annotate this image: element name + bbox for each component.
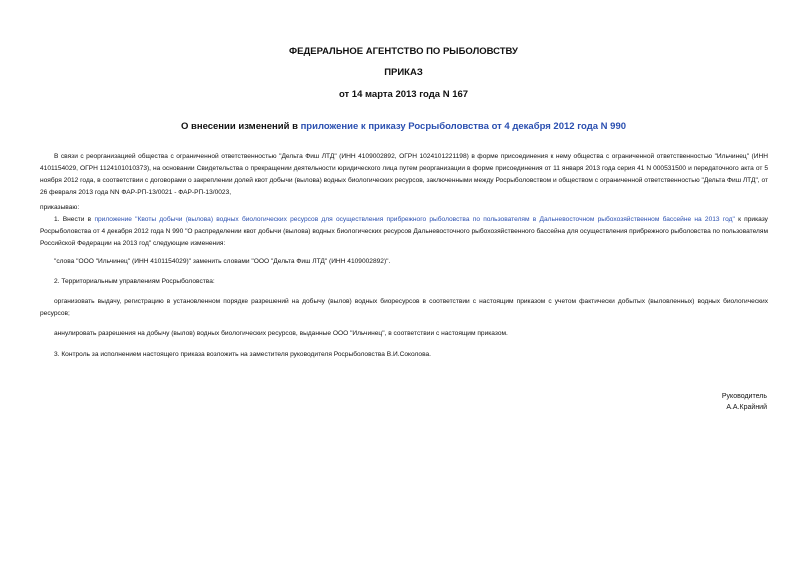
order-word: приказываю:	[40, 204, 80, 211]
paragraph-2-b: аннулировать разрешения на добычу (вылов) водных биологических ресурсов, выданные ООО "Ильчинец", в соответствии с настоящим приказом.	[54, 330, 508, 337]
preamble-paragraph: В связи с реорганизацией общества с ограниченной ответственностью "Дельта Фиш ЛТД" (ИНН 4109002892, ОГРН 1024101221198) в форме присоединения к нему общества с ограниченной ответственностью "Ильчинец" (ИНН 4101154029, ОГРН 1124101010373), на основании Свидетельства о прекращении деятельности юридического лица путем реорганизации в форме присоединения от 11 января 2013 года серия 41 N 000531500 и передаточного акта от 5 ноября 2012 года, в соответствии с договорами о закреплении долей квот добычи (вылова) водных биологических ресурсов, заключенными между Росрыболовством и обществом с ограниченной ответственностью "Дельта Фиш ЛТД", от 26 февраля 2013 года NN ФАР-РП-13/0021 - ФАР-РП-13/0023,	[40, 153, 768, 196]
signature-title: Руководитель	[721, 393, 767, 400]
subject-prefix: О внесении изменений в	[180, 121, 301, 132]
paragraph-2: 2. Территориальным управлениям Росрыболовства:	[54, 278, 215, 285]
paragraph-3: 3. Контроль за исполнением настоящего приказа возложить на заместителя руководителя Росрыболовства В.И.Соколова.	[54, 351, 431, 358]
p1-prefix: 1. Внести в	[54, 216, 95, 223]
p1-rest: к приказу Росрыболовства от 4 декабря 2012 года N 990 "О распределении квот добычи (вылова) водных биологических ресурсов Дальневосточного рыбохозяйственного бассейна для осуществления прибрежного рыболовства по пользователям Российской Федерации на 2013 год" следующие изменения:	[40, 216, 768, 247]
subject-link[interactable]: приложение к приказу Росрыболовства от 4 декабря 2012 года N 990	[300, 121, 627, 132]
signature-name: А.А.Крайний	[726, 404, 767, 411]
paragraph-1-change: "слова "ООО "Ильчинец" (ИНН 4101154029)" заменить словами "ООО "Дельта Фиш ЛТД" (ИНН 4109002892)".	[54, 258, 391, 265]
document-subject	[0, 121, 807, 132]
p1-link[interactable]: приложение "Квоты добычи (вылова) водных биологических ресурсов для осуществления прибрежного рыболовства по пользователям в Дальневосточном рыбохозяйственном бассейне на 2013 год"	[94, 216, 735, 223]
paragraph-2-a: организовать выдачу, регистрацию в установленном порядке разрешений на добычу (вылов) водных биоресурсов в соответствии с настоящим приказом с учетом фактически добытых (выловленных) водных биологических ресурсов;	[40, 298, 768, 317]
paragraph-1	[40, 214, 768, 250]
doc-type-heading: ПРИКАЗ	[384, 67, 423, 78]
date-number: от 14 марта 2013 года N 167	[338, 89, 469, 100]
signature-block	[722, 391, 767, 413]
agency-heading: ФЕДЕРАЛЬНОЕ АГЕНТСТВО ПО РЫБОЛОВСТВУ	[289, 46, 518, 57]
